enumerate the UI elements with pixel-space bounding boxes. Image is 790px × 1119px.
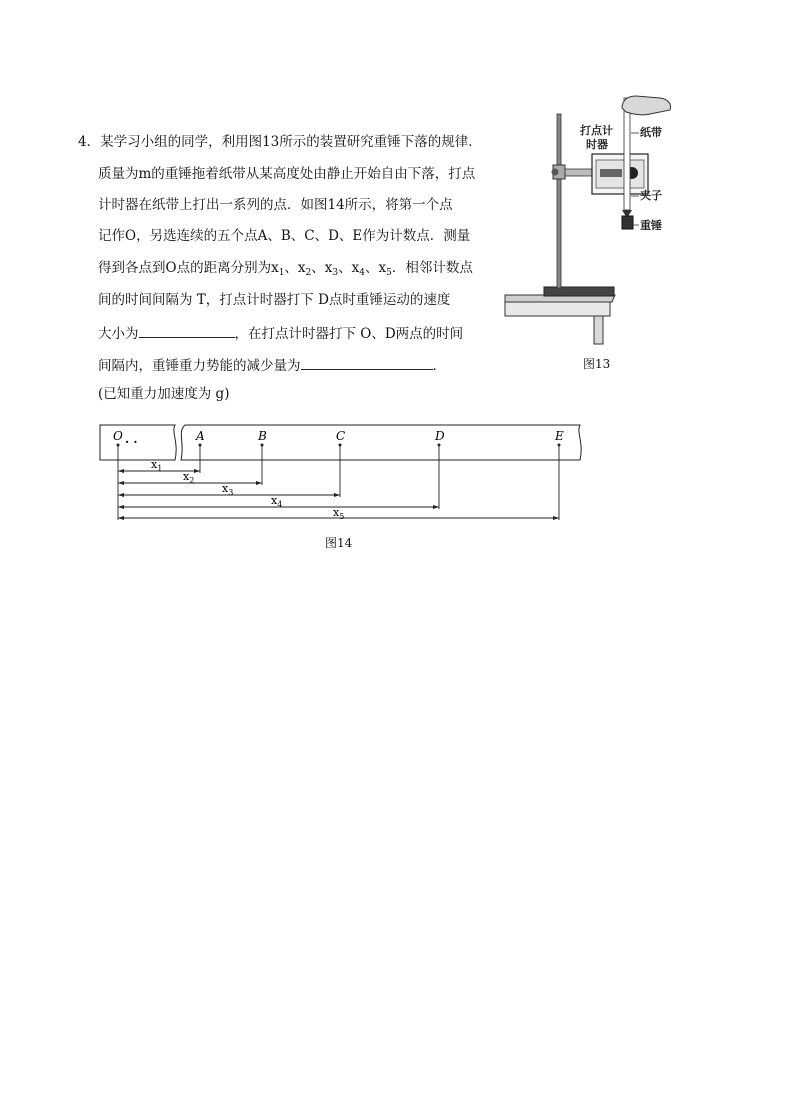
figure-13-apparatus [500, 90, 675, 350]
figure-13-caption: 图13 [583, 357, 611, 371]
figure-14-caption: 图14 [325, 536, 353, 550]
stand-base [544, 287, 614, 296]
problem-line-7: 大小为 ，在打点计时器打下 O、D两点的时间 [98, 326, 464, 342]
point-label-a: A [196, 429, 205, 443]
point-label-e: E [555, 429, 564, 443]
clamp-arm [565, 169, 593, 176]
distance-label-x5: $x_5$ [333, 506, 345, 521]
problem-line-6: 间的时间间隔为 T，打点计时器打下 D点时重锤运动的速度 [98, 292, 451, 308]
problem-line-8: 间隔内，重锤重力势能的减少量为 ． [98, 358, 446, 374]
problem-line-1: 4．某学习小组的同学，利用图13所示的装置研究重锤下落的规律． [78, 134, 482, 150]
label-tape: 纸带 [640, 126, 662, 139]
paper-tape [624, 98, 630, 210]
clamp-knob [552, 169, 559, 176]
distance-label-x4: $x_4$ [271, 494, 283, 509]
problem-line-4: 记作O，另选连续的五个点A、B、C、D、E作为计数点．测量 [98, 228, 471, 244]
hand-icon [622, 96, 671, 115]
problem-number: 4． [78, 134, 101, 150]
problem-line-9: (已知重力加速度为 g) [98, 386, 230, 402]
problem-line-5: 得到各点到O点的距离分别为$x_1$、$x_2$、$x_3$、$x_4$、$x_5$．相邻计数点 [98, 260, 473, 278]
problem-line-3: 计时器在纸带上打出一系列的点．如图14所示，将第一个点 [98, 197, 453, 213]
answer-blank-energy[interactable] [301, 357, 433, 370]
label-timer: 打点计 [580, 124, 613, 137]
figure-14-tape [95, 420, 590, 530]
point-dots: · · [125, 435, 138, 449]
timer-coil [600, 169, 622, 177]
label-weight: 重锤 [640, 219, 662, 232]
point-label-o: O [113, 429, 123, 443]
weight-icon [622, 216, 633, 229]
distance-label-x2: $x_2$ [183, 470, 195, 485]
problem-line-2: 质量为m的重锤拖着纸带从某高度处由静止开始自由下落，打点 [98, 166, 476, 182]
point-label-c: C [336, 429, 346, 443]
distance-label-x3: $x_3$ [222, 482, 234, 497]
label-clip: 夹子 [640, 189, 662, 202]
answer-blank-velocity[interactable] [139, 325, 235, 338]
point-label-b: B [258, 429, 267, 443]
table-front [505, 302, 610, 316]
table-leg [594, 316, 603, 344]
tape-right-segment [181, 425, 581, 460]
point-label-d: D [435, 429, 445, 443]
stand-rod [557, 114, 561, 288]
label-timer-2: 时器 [586, 138, 608, 151]
distance-label-x1: $x_1$ [151, 458, 163, 473]
tape-left-segment [100, 425, 176, 460]
